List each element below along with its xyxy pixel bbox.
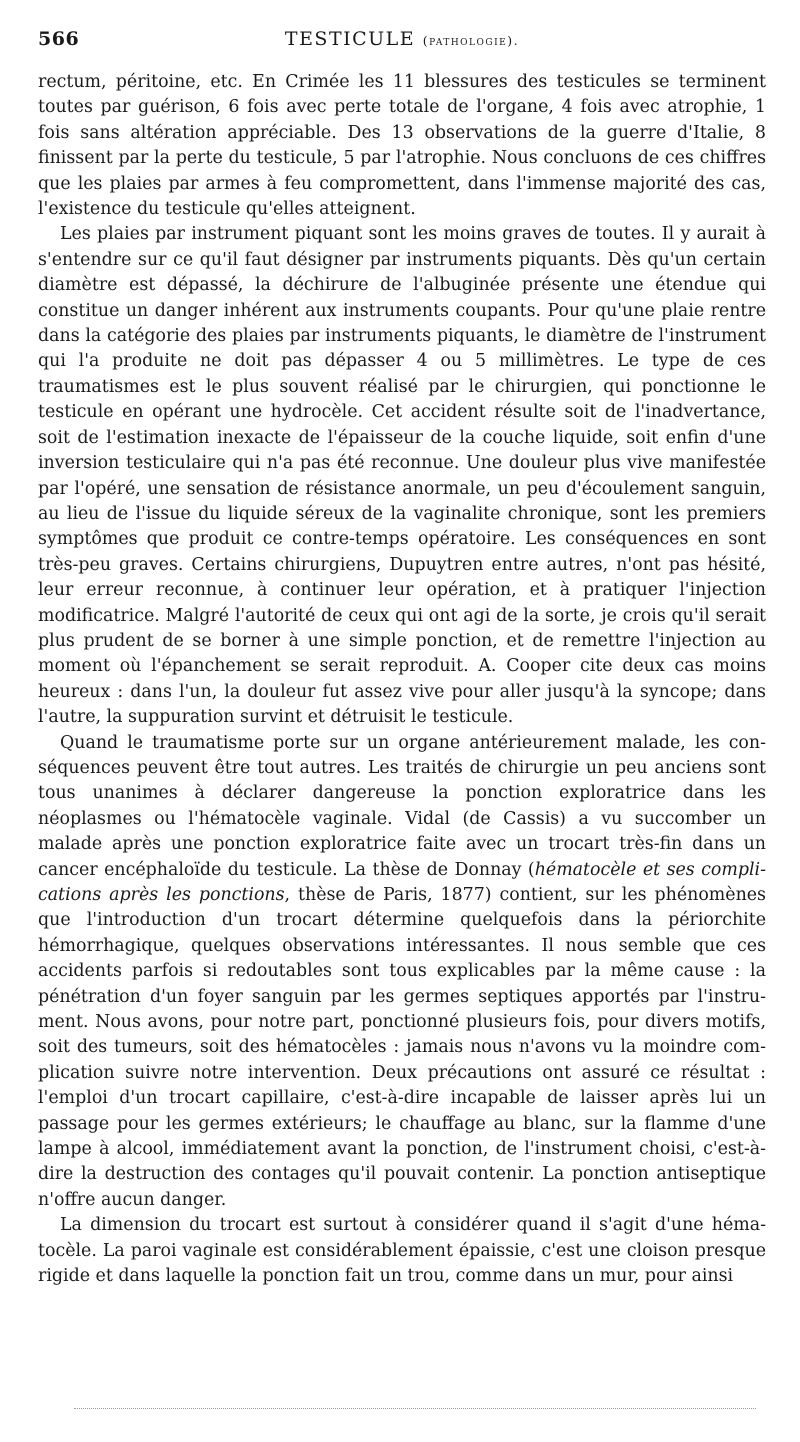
text-segment: Quand le traumatisme porte sur un organe antérieurement malade, les conséquences peuvent être tout autres. Les traités de chirurgie un peu anciens sont tous unanimes à déclarer dangereuse la ponction exploratrice dans les néoplasmes ou l'hématocèle vaginale. Vidal (de Cassis) a vu succomber un malade après une ponction exploratrice faite avec un trocart très-fin dans un cancer encéphaloïde du testicule. La thèse de Donnay ( [38,732,766,880]
running-title [38,28,766,50]
running-title-subtitle: (pathologie). [422,33,520,48]
running-title-main: TESTICULE [284,28,416,50]
body-text [38,70,766,1290]
text-segment: Les plaies par instrument piquant sont les moins graves de toutes. Il y aurait à s'entendre sur ce qu'il faut désigner par instruments piquants. Dès qu'un certain diamètre est dépassé, la déchirure de l'albuginée présente une étendue qui constitue un danger inhérent aux instruments coupants. Pour qu'une plaie rentre dans la catégorie des plaies par instruments piquants, le diamètre de l'instrument qui l'a produite ne doit pas dépasser 4 ou 5 millimètres. Le type de ces traumatismes est le plus souvent réalisé par le chirurgien, qui ponctionne le testicule en opérant une hydrocèle. Cet accident résulte soit de l'inadvertance, soit de l'estimation inexacte de l'épaisseur de la couche liquide, soit enfin d'une inversion testiculaire qui n'a pas été reconnue. Une douleur plus vive manifestée par l'opéré, une sensation de résistance anormale, un peu d'écoulement sanguin, au lieu de l'issue du liquide séreux de la vaginalite chronique, sont les premiers symptômes que produit ce contre-temps opératoire. Les conséquences en sont très-peu graves. Certains chirurgiens, Dupuytren entre autres, n'ont pas hésité, leur erreur reconnue, à continuer leur opération, et à pratiquer l'injection modificatrice. Malgré l'autorité de ceux qui ont agi de la sorte, je crois qu'il serait plus prudent de se borner à une simple ponction, et de remettre l'injection au moment où l'épanchement se serait reproduit. A. Cooper cite deux cas moins heureux : dans l'un, la douleur fut assez vive pour aller jusqu'à la syncope; dans l'autre, la suppuration survint et détruisit le testicule. [38,224,766,728]
paragraph [38,1213,766,1289]
paragraph [38,731,766,1214]
text-segment: rectum, péritoine, etc. En Crimée les 11 blessures des testicules se terminent toutes par guérison, 6 fois avec perte totale de l'organe, 4 fois avec atrophie, 1 fois sans altération appréciable. Des 13 observations de la guerre d'Italie, 8 finissent par la perte du testicule, 5 par l'atrophie. Nous concluons de ces chiffres que les plaies par armes à feu compromettent, dans l'immense majorité des cas, l'existence du testicule qu'elles atteignent. [38,72,766,220]
document-page [38,28,766,1290]
paragraph [38,70,766,222]
running-header [38,28,766,58]
italic-citation: hématocèle et ses complications après les ponctions [38,859,767,905]
text-segment: La dimension du trocart est surtout à considérer quand il s'agit d'une hématocèle. La paroi vaginale est considérablement épaissie, c'est une cloison presque rigide et dans laquelle la ponction fait un trou, comme dans un mur, pour ainsi [38,1215,766,1287]
page-number: 566 [38,28,80,50]
paragraph [38,222,766,730]
text-segment: , thèse de Paris, 1877) contient, sur les phénomènes que l'introduction d'un trocart détermine quelquefois dans la périorchite hémorrhagique, quelques observations intéressantes. Il nous semble que ces accidents parfois si redoutables sont tous explicables par la même cause : la pénétration d'un foyer sanguin par les germes septiques apportés par l'instrument. Nous avons, pour notre part, ponctionné plusieurs fois, pour divers motifs, soit des tumeurs, soit des hématocèles : jamais nous n'avons vu la moindre complication suivre notre intervention. Deux précautions ont assuré ce résultat : l'emploi d'un trocart capillaire, c'est-à-dire incapable de laisser après lui un passage pour les germes extérieurs; le chauffage au blanc, sur la flamme d'une lampe à alcool, immédiatement avant la ponction, de l'instrument choisi, c'est-à-dire la destruction des contages qu'il pouvait contenir. La ponction antiseptique n'offre aucun danger. [38,885,766,1210]
footer-dotted-rule [74,1408,756,1409]
